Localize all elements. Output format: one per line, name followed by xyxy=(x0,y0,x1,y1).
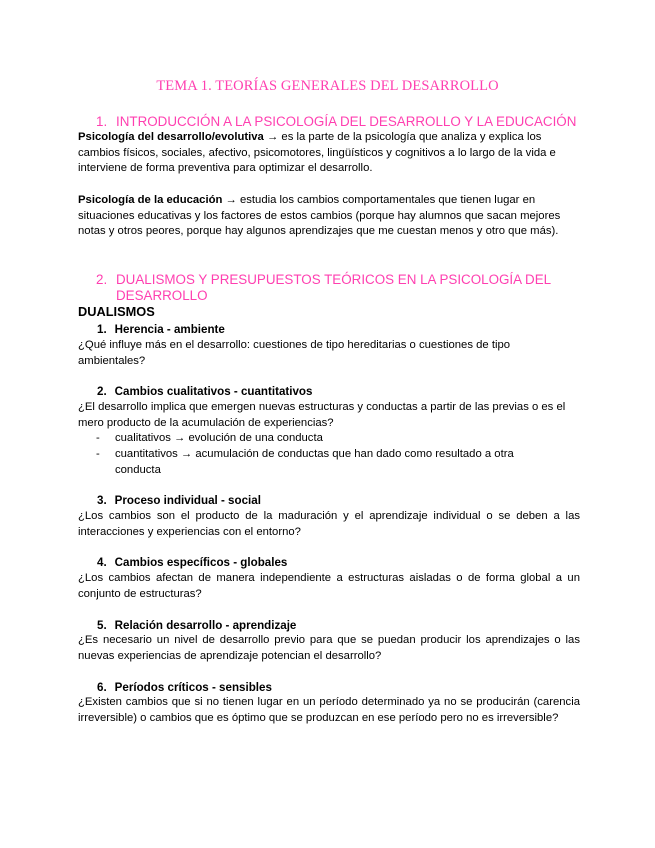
section-2-title-line2: DESARROLLO xyxy=(116,288,208,303)
dualismo-3-text: ¿Los cambios son el producto de la maduración y el aprendizaje individual o se deben a las interacciones y experiencias con el entorno? xyxy=(78,510,580,538)
section-1-title: INTRODUCCIÓN A LA PSICOLOGÍA DEL DESARROLLO Y LA EDUCACIÓN xyxy=(116,114,577,129)
term-psicologia-educacion: Psicología de la educación xyxy=(78,194,223,206)
dualismo-4-text: ¿Los cambios afectan de manera independiente a estructuras aisladas o de forma global a un conjunto de estructuras? xyxy=(78,572,580,600)
dualismo-1-number: 1. xyxy=(97,323,107,336)
dualismo-5-heading xyxy=(97,618,296,633)
dualismo-5-title: Relación desarrollo - aprendizaje xyxy=(114,619,297,632)
bullet-dash: - xyxy=(96,448,100,460)
dualismo-1-title: Herencia - ambiente xyxy=(114,323,225,336)
bullet-cualitativos-text: cualitativos → evolución de una conducta xyxy=(115,432,323,444)
paragraph-psicologia-educacion xyxy=(78,193,580,240)
definition-psicologia-desarrollo: → es la parte de la psicología que analiza y explica los cambios físicos, sociales, afectivo, psicomotores, lingüísticos y cognitivos a lo largo de la vida e interviene de forma preventiva para optimizar el desarrollo. xyxy=(78,131,556,175)
dualismo-2-heading xyxy=(97,384,312,399)
section-2-title-line1: DUALISMOS Y PRESUPUESTOS TEÓRICOS EN LA PSICOLOGÍA DEL xyxy=(116,272,552,287)
paragraph-psicologia-desarrollo xyxy=(78,130,580,177)
dualismo-4-heading xyxy=(97,555,287,570)
dualismo-2-number: 2. xyxy=(97,385,107,398)
dualismo-6-text: ¿Existen cambios que si no tienen lugar en un período determinado ya no se producirán (carencia irreversible) o cambios que es óptimo que se produzcan en ese período pero no es irreversible? xyxy=(78,696,580,724)
document-title: TEMA 1. TEORÍAS GENERALES DEL DESARROLLO xyxy=(156,78,499,94)
term-psicologia-desarrollo: Psicología del desarrollo/evolutiva xyxy=(78,131,264,143)
dualismos-subheading: DUALISMOS xyxy=(78,304,155,319)
section-2-number: 2. xyxy=(96,272,108,287)
dualismo-1-text: ¿Qué influye más en el desarrollo: cuestiones de tipo hereditarias o cuestiones de tipo ambientales? xyxy=(78,339,511,367)
dualismo-6-title: Períodos críticos - sensibles xyxy=(114,681,272,694)
dualismo-3-number: 3. xyxy=(97,494,107,507)
bullet-dash: - xyxy=(96,432,100,444)
dualismo-5-text: ¿Es necesario un nivel de desarrollo previo para que se puedan producir los aprendizajes o las nuevas experiencias de aprendizaje potencian el desarrollo? xyxy=(78,634,580,662)
definition-psicologia-educacion: → estudia los cambios comportamentales que tienen lugar en situaciones educativas y los factores de estos cambios (porque hay alumnos que sacan mejores notas y otros peores, porque hay algunos aprendizajes que me cuestan menos y otro que más). xyxy=(78,194,561,238)
dualismo-6-heading xyxy=(97,680,272,695)
dualismo-2-title: Cambios cualitativos - cuantitativos xyxy=(114,385,313,398)
dualismo-3-heading xyxy=(97,493,261,508)
dualismo-1-heading xyxy=(97,322,225,337)
dualismo-5-number: 5. xyxy=(97,619,107,632)
dualismo-4-title: Cambios específicos - globales xyxy=(114,556,288,569)
dualismo-3-title: Proceso individual - social xyxy=(114,494,261,507)
bullet-cuantitativos-text: cuantitativos → acumulación de conductas que han dado como resultado a otra conducta xyxy=(115,448,514,476)
dualismo-2-text: ¿El desarrollo implica que emergen nuevas estructuras y conductas a partir de las previas o es el mero producto de la acumulación de experiencias? xyxy=(78,401,566,429)
section-1-number: 1. xyxy=(96,114,108,129)
dualismo-6-number: 6. xyxy=(97,681,107,694)
dualismo-4-number: 4. xyxy=(97,556,107,569)
